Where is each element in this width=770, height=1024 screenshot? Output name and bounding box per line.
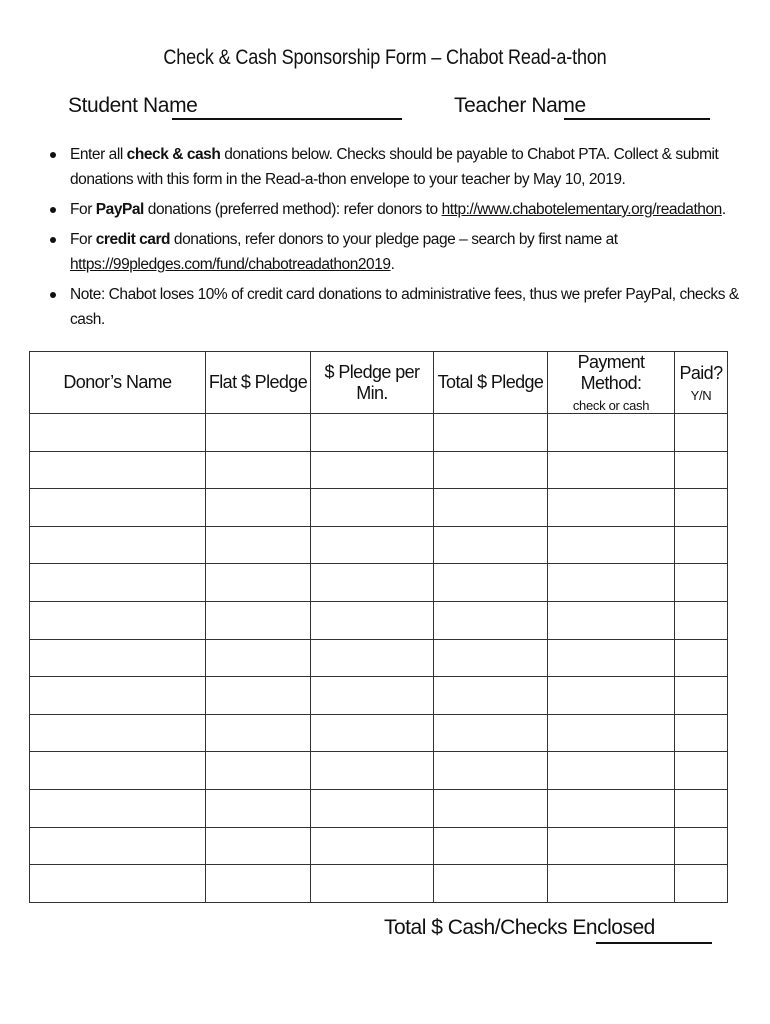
student-name-field[interactable] — [172, 118, 402, 120]
payment-method-hint: check or cash — [572, 398, 650, 413]
flat-pledge-cell[interactable] — [206, 489, 311, 527]
payment-method-cell[interactable] — [548, 414, 675, 452]
payment-method-cell[interactable] — [548, 601, 675, 639]
payment-method-cell[interactable] — [548, 714, 675, 752]
payment-method-cell[interactable] — [548, 789, 675, 827]
donor-name-cell[interactable] — [30, 827, 206, 865]
pledge-per-min-cell[interactable] — [311, 677, 434, 715]
pledge-per-min-cell[interactable] — [311, 827, 434, 865]
pledge-per-min-cell[interactable] — [311, 639, 434, 677]
student-name-label: Student Name — [68, 94, 198, 117]
column-header-total-pledge: Total $ Pledge — [434, 352, 548, 414]
flat-pledge-cell[interactable] — [206, 451, 311, 489]
instruction-emphasis: PayPal — [95, 201, 144, 218]
donor-table-body — [30, 414, 728, 903]
teacher-name-field[interactable] — [564, 118, 710, 120]
paid-label: Paid? — [679, 362, 723, 383]
instruction-emphasis: check & cash — [126, 146, 221, 163]
instruction-text: donations (preferred method): refer donors to — [143, 201, 442, 218]
donor-table — [29, 351, 728, 903]
table-row — [30, 865, 728, 903]
column-header-paid — [675, 352, 728, 414]
paid-hint: Y/N — [690, 387, 712, 403]
instruction-text: . — [390, 256, 395, 273]
donor-name-cell[interactable] — [30, 451, 206, 489]
flat-pledge-cell[interactable] — [206, 865, 311, 903]
instruction-text: Enter all — [70, 146, 127, 163]
payment-method-cell[interactable] — [548, 639, 675, 677]
donor-name-cell[interactable] — [30, 752, 206, 790]
name-fields — [68, 94, 728, 124]
instruction-item — [50, 197, 740, 222]
paid-cell[interactable] — [675, 752, 728, 790]
total-pledge-cell[interactable] — [434, 865, 548, 903]
instruction-item — [50, 142, 740, 192]
paid-cell[interactable] — [675, 677, 728, 715]
paypal-link[interactable]: http://www.chabotelementary.org/readathon — [441, 201, 722, 218]
pledge-per-min-cell[interactable] — [311, 865, 434, 903]
total-enclosed-label: Total $ Cash/Checks Enclosed — [384, 916, 655, 939]
total-pledge-cell[interactable] — [434, 789, 548, 827]
donor-name-cell[interactable] — [30, 677, 206, 715]
table-row — [30, 489, 728, 527]
paid-cell[interactable] — [675, 526, 728, 564]
flat-pledge-cell[interactable] — [206, 714, 311, 752]
instruction-text: For — [70, 201, 96, 218]
donor-name-cell[interactable] — [30, 489, 206, 527]
paid-cell[interactable] — [675, 451, 728, 489]
instruction-text: donations, refer donors to your pledge page – search by first name at — [170, 231, 618, 248]
table-row — [30, 714, 728, 752]
payment-method-cell[interactable] — [548, 827, 675, 865]
table-row — [30, 677, 728, 715]
table-header-row — [30, 352, 728, 414]
paid-cell[interactable] — [675, 789, 728, 827]
column-header-payment-method — [548, 352, 675, 414]
payment-method-cell[interactable] — [548, 564, 675, 602]
flat-pledge-cell[interactable] — [206, 752, 311, 790]
table-row — [30, 789, 728, 827]
payment-method-cell[interactable] — [548, 752, 675, 790]
pledge-per-min-cell[interactable] — [311, 564, 434, 602]
pledge-per-min-cell[interactable] — [311, 526, 434, 564]
pledge-per-min-cell[interactable] — [311, 752, 434, 790]
payment-method-cell[interactable] — [548, 489, 675, 527]
flat-pledge-cell[interactable] — [206, 601, 311, 639]
total-pledge-cell[interactable] — [434, 451, 548, 489]
total-pledge-cell[interactable] — [434, 752, 548, 790]
total-enclosed — [384, 916, 714, 946]
donor-name-cell[interactable] — [30, 639, 206, 677]
instruction-item — [50, 282, 740, 332]
table-row — [30, 451, 728, 489]
flat-pledge-cell[interactable] — [206, 639, 311, 677]
paid-cell[interactable] — [675, 489, 728, 527]
flat-pledge-cell[interactable] — [206, 789, 311, 827]
payment-method-label: Payment Method: — [577, 352, 645, 393]
paid-cell[interactable] — [675, 865, 728, 903]
instruction-text: donations below. Checks should be payable to Chabot PTA. Collect & submit donations with this form in the Read-a-thon envelope to your teacher by May 10, 2019. — [70, 146, 719, 188]
instruction-item — [50, 227, 740, 277]
total-pledge-cell[interactable] — [434, 601, 548, 639]
donor-name-cell[interactable] — [30, 714, 206, 752]
total-pledge-cell[interactable] — [434, 489, 548, 527]
flat-pledge-cell[interactable] — [206, 526, 311, 564]
total-pledge-cell[interactable] — [434, 827, 548, 865]
total-pledge-cell[interactable] — [434, 564, 548, 602]
donor-name-cell[interactable] — [30, 865, 206, 903]
payment-method-cell[interactable] — [548, 451, 675, 489]
donor-name-cell[interactable] — [30, 564, 206, 602]
total-pledge-cell[interactable] — [434, 714, 548, 752]
column-header-flat-pledge: Flat $ Pledge — [206, 352, 311, 414]
paid-cell[interactable] — [675, 414, 728, 452]
total-enclosed-field[interactable] — [596, 942, 712, 944]
flat-pledge-cell[interactable] — [206, 827, 311, 865]
pledge-per-min-cell[interactable] — [311, 714, 434, 752]
donor-name-cell[interactable] — [30, 789, 206, 827]
pledge-per-min-cell[interactable] — [311, 451, 434, 489]
flat-pledge-cell[interactable] — [206, 414, 311, 452]
instruction-text: Note: Chabot loses 10% of credit card donations to administrative fees, thus we prefer PayPal, checks & cash. — [70, 286, 739, 328]
payment-method-cell[interactable] — [548, 677, 675, 715]
column-header-pledge-per-min: $ Pledge per Min. — [311, 352, 434, 414]
total-pledge-cell[interactable] — [434, 414, 548, 452]
paid-cell[interactable] — [675, 564, 728, 602]
donor-name-cell[interactable] — [30, 601, 206, 639]
pledge-page-link[interactable]: https://99pledges.com/fund/chabotreadathon2019 — [70, 256, 391, 273]
table-row — [30, 601, 728, 639]
donor-name-cell[interactable] — [30, 526, 206, 564]
payment-method-cell[interactable] — [548, 526, 675, 564]
table-row — [30, 526, 728, 564]
pledge-per-min-cell[interactable] — [311, 414, 434, 452]
flat-pledge-cell[interactable] — [206, 677, 311, 715]
table-row — [30, 752, 728, 790]
paid-cell[interactable] — [675, 827, 728, 865]
flat-pledge-cell[interactable] — [206, 564, 311, 602]
instruction-emphasis: credit card — [95, 231, 171, 248]
total-pledge-cell[interactable] — [434, 639, 548, 677]
paid-cell[interactable] — [675, 714, 728, 752]
table-row — [30, 414, 728, 452]
paid-cell[interactable] — [675, 639, 728, 677]
total-pledge-cell[interactable] — [434, 677, 548, 715]
paid-cell[interactable] — [675, 601, 728, 639]
pledge-per-min-cell[interactable] — [311, 489, 434, 527]
table-row — [30, 827, 728, 865]
instruction-text: . — [721, 201, 726, 218]
table-row — [30, 564, 728, 602]
table-row — [30, 639, 728, 677]
total-pledge-cell[interactable] — [434, 526, 548, 564]
form-title: Check & Cash Sponsorship Form – Chabot Read-a-thon — [163, 46, 607, 69]
pledge-per-min-cell[interactable] — [311, 601, 434, 639]
instructions-list — [50, 142, 740, 337]
instruction-text: For — [70, 231, 96, 248]
donor-name-cell[interactable] — [30, 414, 206, 452]
payment-method-cell[interactable] — [548, 865, 675, 903]
pledge-per-min-cell[interactable] — [311, 789, 434, 827]
column-header-donor: Donor’s Name — [30, 352, 206, 414]
teacher-name-label: Teacher Name — [454, 94, 586, 117]
